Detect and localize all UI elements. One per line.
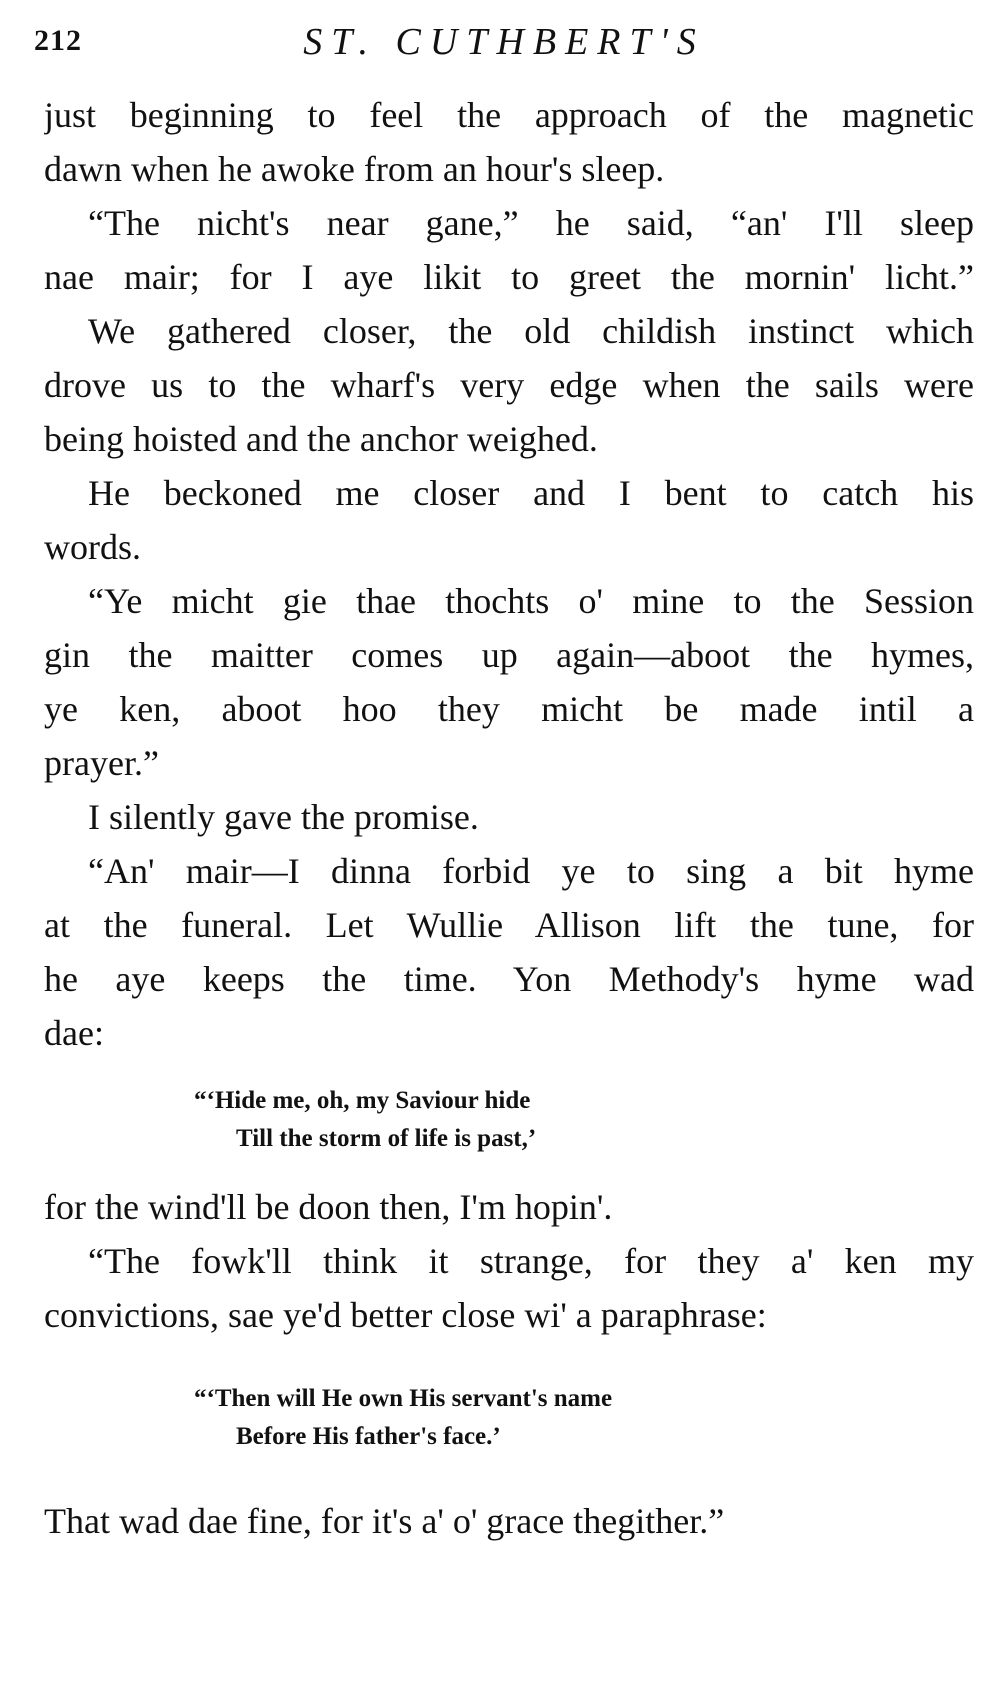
spacer bbox=[44, 1342, 974, 1380]
running-title: ST. CUTHBERT'S bbox=[303, 21, 705, 63]
text-line: dae: bbox=[44, 1013, 104, 1053]
spacer bbox=[44, 1456, 974, 1494]
spacer bbox=[44, 1158, 974, 1180]
text-line: convictions, sae ye'd better close wi' a paraphrase: bbox=[44, 1295, 767, 1335]
verse-line: Till the storm of life is past,’ bbox=[236, 1125, 537, 1152]
text-line: being hoisted and the anchor weighed. bbox=[44, 419, 598, 459]
text-line: I silently gave the promise. bbox=[88, 797, 479, 837]
body-text bbox=[44, 88, 974, 1548]
text-line: he aye keeps the time. Yon Methody's hyme wad bbox=[44, 959, 974, 999]
text-line: words. bbox=[44, 527, 141, 567]
text-line: just beginning to feel the approach of the magnetic bbox=[44, 95, 974, 135]
spacer bbox=[44, 1060, 974, 1082]
text-line: ye ken, aboot hoo they micht be made intil a bbox=[44, 689, 974, 729]
text-line: “Ye micht gie thae thochts o' mine to the Session bbox=[88, 581, 974, 621]
text-line: He beckoned me closer and I bent to catch his bbox=[88, 473, 974, 513]
text-line: “An' mair—I dinna forbid ye to sing a bit hyme bbox=[88, 851, 974, 891]
text-line: “The fowk'll think it strange, for they a' ken my bbox=[88, 1241, 974, 1281]
text-line: at the funeral. Let Wullie Allison lift the tune, for bbox=[44, 905, 974, 945]
verse-line: “‘Hide me, oh, my Saviour hide bbox=[194, 1087, 531, 1114]
text-line: nae mair; for I aye likit to greet the mornin' licht.” bbox=[44, 257, 974, 297]
page-header bbox=[34, 18, 974, 78]
text-line: “The nicht's near gane,” he said, “an' I'll sleep bbox=[88, 203, 974, 243]
text-line: drove us to the wharf's very edge when the sails were bbox=[44, 365, 974, 405]
text-line: prayer.” bbox=[44, 743, 159, 783]
page-number: 212 bbox=[34, 24, 82, 57]
text-line: dawn when he awoke from an hour's sleep. bbox=[44, 149, 665, 189]
text-line: for the wind'll be doon then, I'm hopin'. bbox=[44, 1187, 613, 1227]
verse-line: Before His father's face.’ bbox=[236, 1423, 501, 1450]
verse-line: “‘Then will He own His servant's name bbox=[194, 1385, 613, 1412]
text-line: gin the maitter comes up again—aboot the hymes, bbox=[44, 635, 974, 675]
text-line: We gathered closer, the old childish instinct which bbox=[88, 311, 974, 351]
text-line: That wad dae fine, for it's a' o' grace thegither.” bbox=[44, 1501, 725, 1541]
